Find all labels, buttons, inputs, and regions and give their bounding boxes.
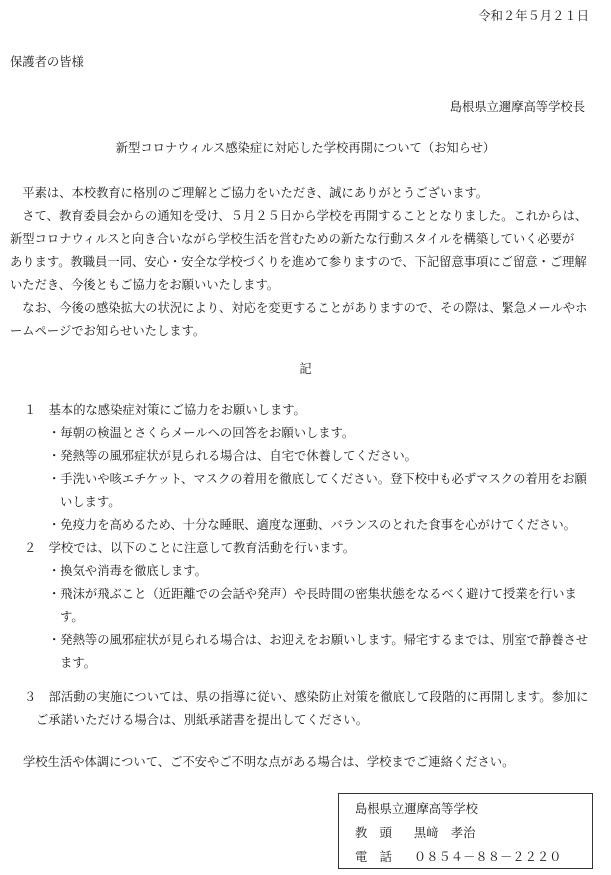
body-line: あります。教職員一同、安心・安全な学校づくりを進めて参りますので、下記留意事項にご留意・ご理解 [10, 255, 587, 269]
item-1-bullet: ・毎朝の検温とさくらメールへの回答をお願いします。 [48, 426, 355, 440]
phone-label: 電 話 [355, 850, 392, 864]
item-2-heading: ２ 学校では、以下のことに注意して教育活動を行います。 [24, 541, 356, 555]
addressee: 保護者の皆様 [10, 55, 84, 69]
item-1-bullet: ・手洗いや咳エチケット、マスクの着用を徹底してください。登下校中も必ずマスクの着用をお願 [48, 472, 587, 486]
body-line: なお、今後の感染拡大の状況により、対応を変更することがありますので、その際は、緊急メールやホ [10, 301, 588, 315]
item-2-bullet: ・換気や消毒を徹底します。 [48, 564, 207, 578]
item-3-line: ご承諾いただける場合は、別紙承諾書を提出してください。 [36, 713, 369, 727]
body-line: 新型コロナウィルスと向き合いながら学校生活を営むための新たな行動スタイルを構築していく必要が [10, 232, 575, 246]
item-1-bullet: ・免疫力を高めるため、十分な睡眠、適度な運動、バランスのとれた食事を心がけてください。 [48, 518, 576, 532]
item-2-bullet-cont: ます。 [60, 656, 96, 670]
item-1-bullet-cont: いします。 [60, 495, 121, 509]
body-line: いただき、今後ともご協力をお願いいたします。 [10, 278, 280, 292]
ki-heading: 記 [299, 362, 312, 376]
phone-number: ０８５４－８８－２２２０ [413, 850, 562, 864]
item-2-bullet: ・発熱等の風邪症状が見られる場合は、お迎えをお願いします。帰宅するまでは、別室で静養させ [48, 633, 589, 647]
body-line: ームページでお知らせいたします。 [10, 324, 206, 338]
item-2-bullet-cont: す。 [60, 610, 84, 624]
closing-text: 学校生活や体調について、ご不安やご不明な点がある場合は、学校までご連絡ください。 [23, 755, 515, 769]
body-line: さて、教育委員会からの通知を受け、５月２５日から学校を再開することとなりました。これからは、 [10, 209, 588, 223]
item-1-heading: １ 基本的な感染症対策にご協力をお願いします。 [24, 403, 306, 417]
document-title: 新型コロナウィルス感染症に対応した学校再開について（お知らせ） [115, 141, 496, 155]
contact-person [355, 823, 475, 841]
contact-name: 黒﨑 孝治 [413, 826, 476, 840]
body-line: 平素は、本校教育に格別のご理解とご協力をいただき、誠にありがとうございます。 [10, 186, 489, 200]
contact-school: 島根県立邇摩高等学校 [355, 802, 478, 816]
contact-role: 教 頭 [355, 826, 392, 840]
contact-phone-row [355, 847, 561, 865]
item-1-bullet: ・発熱等の風邪症状が見られる場合は、自宅で休養してください。 [48, 449, 417, 463]
contact-box [338, 793, 593, 869]
sender-principal: 島根県立邇摩高等学校長 [449, 100, 585, 114]
item-2-bullet: ・飛沫が飛ぶこと（近距離での会話や発声）や長時間の密集状態をなるべく避けて授業を行いま [48, 587, 577, 601]
issue-date: 令和２年５月２１日 [478, 9, 589, 23]
item-3-line: ３ 部活動の実施については、県の指導に従い、感染防止対策を徹底して段階的に再開します。参加に [24, 690, 589, 704]
